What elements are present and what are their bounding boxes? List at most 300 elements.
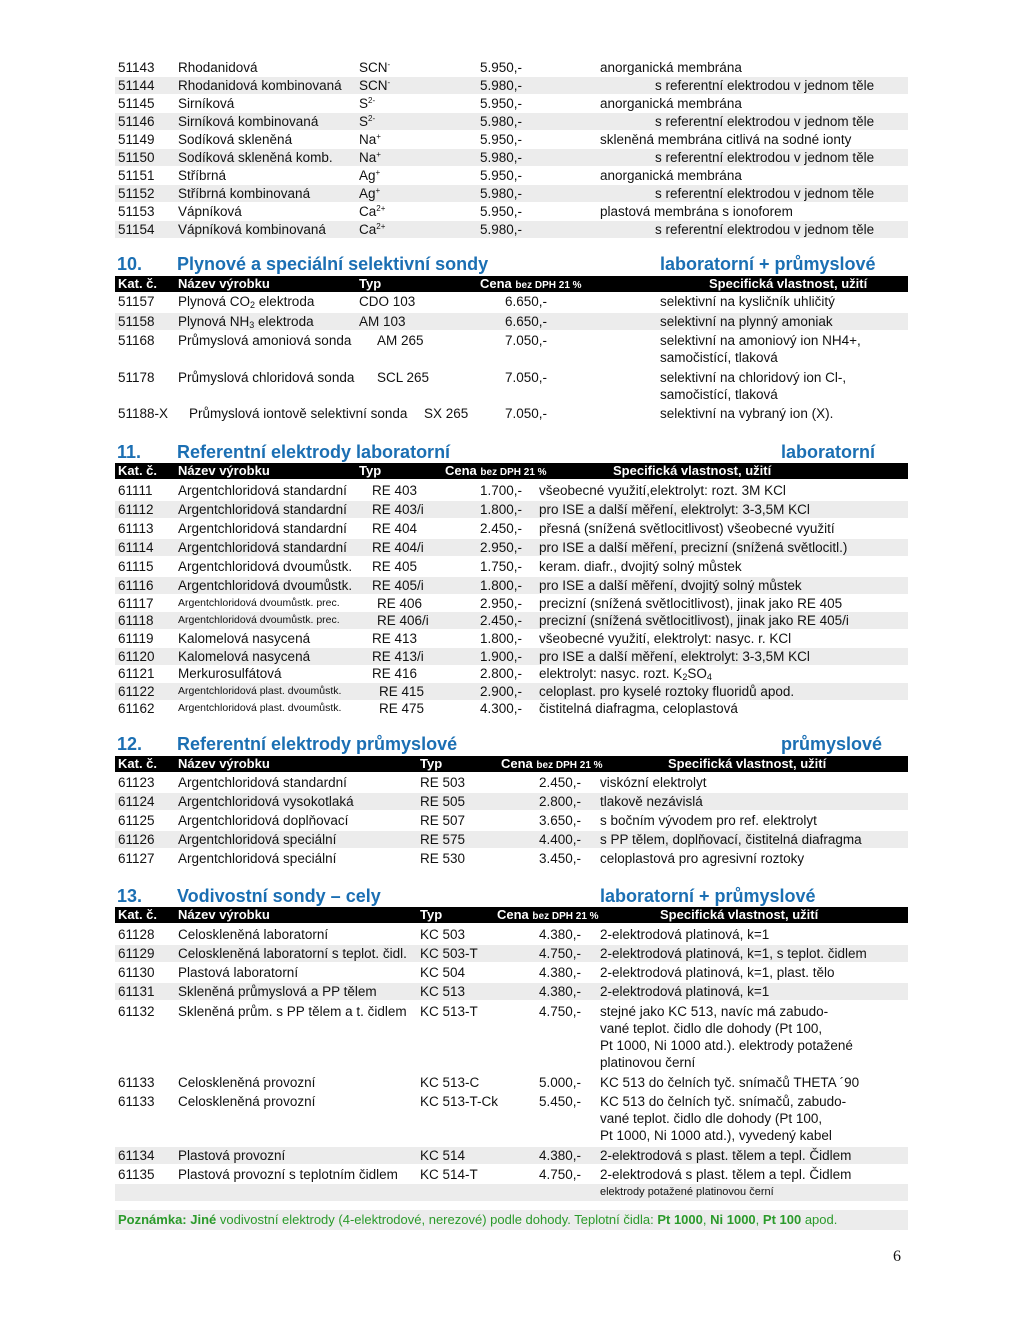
cat-number: 51153 bbox=[118, 204, 155, 219]
section-title: Vodivostní sondy – cely bbox=[177, 886, 381, 906]
table-row bbox=[115, 482, 908, 499]
table-row bbox=[115, 149, 908, 166]
product-name: Sodíková skleněná bbox=[178, 132, 293, 147]
cat-number: 61119 bbox=[118, 631, 154, 646]
product-type: AM 103 bbox=[359, 314, 406, 329]
price: 4.380,- bbox=[539, 984, 582, 999]
cat-number: 61112 bbox=[118, 502, 154, 517]
description: platinovou černí bbox=[600, 1055, 696, 1070]
product-type: SX 265 bbox=[424, 406, 469, 421]
table-row bbox=[115, 520, 908, 537]
cat-number: 61124 bbox=[118, 794, 155, 809]
header-name: Název výrobku bbox=[178, 463, 270, 478]
header-name: Název výrobku bbox=[178, 276, 270, 291]
price: 3.650,- bbox=[539, 813, 582, 828]
cat-number: 61126 bbox=[118, 832, 155, 847]
description: precizní (snížená světlocitlivost), jinak jako RE 405 bbox=[539, 596, 843, 611]
note-text: Poznámka: Jiné vodivostní elektrody (4-elektrodové, nerezové) podle dohody. Teplotní čidla: Pt 1000, Ni 1000, Pt 100 apod. bbox=[118, 1212, 838, 1227]
product-name: Argentchloridová dvoumůstk. bbox=[178, 578, 353, 593]
product-type: AM 265 bbox=[377, 333, 424, 348]
product-name: Kalomelová nasycená bbox=[178, 649, 311, 664]
product-name: Vápníková kombinovaná bbox=[178, 222, 326, 237]
table-row-continuation bbox=[115, 349, 908, 366]
price: 1.800,- bbox=[480, 578, 523, 593]
header-kat: Kat. č. bbox=[118, 276, 158, 291]
description: přesná (snížená světlocitlivost) všeobecné využití bbox=[539, 521, 835, 536]
price: 7.050,- bbox=[505, 333, 548, 348]
section-title: Referentní elektrody průmyslové bbox=[177, 734, 458, 754]
product-type: $Ca^{2+}$ bbox=[359, 204, 386, 219]
price: 2.800,- bbox=[539, 794, 582, 809]
price: 2.450,- bbox=[480, 521, 523, 536]
product-type: KC 513 bbox=[420, 984, 466, 999]
product-name: Argentchloridová standardní bbox=[178, 521, 347, 536]
description: s referentní elektrodou v jednom těle bbox=[655, 78, 875, 93]
product-name: Celoskleněná provozní bbox=[178, 1094, 316, 1109]
table-row bbox=[115, 501, 908, 518]
cat-number: 51144 bbox=[118, 78, 155, 93]
product-name: Argentchloridová standardní bbox=[178, 540, 347, 555]
table-row-continuation bbox=[115, 1184, 908, 1201]
table-row bbox=[115, 1166, 908, 1183]
cat-number: 61125 bbox=[118, 813, 155, 828]
table-row bbox=[115, 612, 908, 629]
cat-number: 51188-X bbox=[118, 406, 169, 421]
section-number: 13. bbox=[117, 886, 143, 906]
description: pro ISE a další měření, elektrolyt: 3-3,5M KCl bbox=[539, 649, 810, 664]
product-type: $S^{2-}$ bbox=[359, 96, 376, 111]
cat-number: 51178 bbox=[118, 370, 155, 385]
price: 4.380,- bbox=[539, 965, 582, 980]
description: samočistící, tlaková bbox=[660, 350, 778, 365]
cat-number: 61121 bbox=[118, 666, 155, 681]
price: 5.450,- bbox=[539, 1094, 582, 1109]
product-name: Skleněná prům. s PP tělem a t. čidlem bbox=[178, 1004, 407, 1019]
price: 1.700,- bbox=[480, 483, 523, 498]
price: 1.900,- bbox=[480, 649, 523, 664]
product-name: Plastová provozní bbox=[178, 1148, 286, 1163]
product-name: Průmyslová chloridová sonda bbox=[178, 370, 355, 385]
table-row-continuation bbox=[115, 1110, 908, 1127]
product-type: RE 404 bbox=[372, 521, 418, 536]
price: 2.800,- bbox=[480, 666, 523, 681]
product-name: Sirníková bbox=[178, 96, 235, 111]
product-type: RE 415 bbox=[379, 684, 425, 699]
price: 7.050,- bbox=[505, 370, 548, 385]
cat-number: 51151 bbox=[118, 168, 155, 183]
table-row bbox=[115, 1003, 908, 1020]
section-heading bbox=[117, 734, 907, 754]
table-row bbox=[115, 774, 908, 791]
description: tlakově nezávislá bbox=[600, 794, 703, 809]
product-type: RE 575 bbox=[420, 832, 466, 847]
product-name: Argentchloridová doplňovací bbox=[178, 813, 349, 828]
price: 3.450,- bbox=[539, 851, 582, 866]
product-type: SCN- bbox=[359, 78, 391, 93]
price: 4.750,- bbox=[539, 1167, 582, 1182]
product-name: Plastová provozní s teplotním čidlem bbox=[178, 1167, 398, 1182]
header-typ: Typ bbox=[359, 276, 382, 291]
product-name: Rhodanidová bbox=[178, 60, 258, 75]
description: vané teplot. čidlo dle dohody (Pt 100, bbox=[600, 1021, 823, 1036]
product-type: Na+ bbox=[359, 150, 381, 165]
product-type: KC 514 bbox=[420, 1148, 466, 1163]
cat-number: 61122 bbox=[118, 684, 155, 699]
table-row bbox=[115, 185, 908, 202]
description: elektrolyt: nasyc. rozt. $K_2SO_4$ bbox=[539, 666, 712, 682]
product-type: KC 513-C bbox=[420, 1075, 480, 1090]
product-type: RE 530 bbox=[420, 851, 466, 866]
product-type: RE 406 bbox=[377, 596, 423, 611]
description: s referentní elektrodou v jednom těle bbox=[655, 186, 875, 201]
table-row bbox=[115, 369, 908, 386]
cat-number: 51168 bbox=[118, 333, 155, 348]
cat-number: 61162 bbox=[118, 701, 155, 716]
table-row bbox=[115, 1074, 908, 1091]
product-name: Argentchloridová plast. dvoumůstk. bbox=[178, 685, 342, 697]
cat-number: 61134 bbox=[118, 1148, 155, 1163]
price: 4.750,- bbox=[539, 1004, 582, 1019]
table-row bbox=[115, 1093, 908, 1110]
price: 5.980,- bbox=[480, 114, 523, 129]
header-name: Název výrobku bbox=[178, 907, 270, 922]
product-name: Plynová $NH_3$ elektroda bbox=[178, 314, 314, 330]
description: selektivní na chloridový ion Cl-, bbox=[660, 370, 847, 385]
table-row bbox=[115, 558, 908, 575]
description: všeobecné využití,elektrolyt: rozt. 3M KCl bbox=[539, 483, 786, 498]
product-name: Celoskleněná provozní bbox=[178, 1075, 316, 1090]
product-name: Průmyslová amoniová sonda bbox=[178, 333, 352, 348]
price: 4.750,- bbox=[539, 946, 582, 961]
table-row bbox=[115, 539, 908, 556]
description: s bočním vývodem pro ref. elektrolyt bbox=[600, 813, 817, 828]
table-row bbox=[115, 964, 908, 981]
product-type: KC 503 bbox=[420, 927, 466, 942]
description: Pt 1000, Ni 1000 atd.), vyvedený kabel bbox=[600, 1128, 832, 1143]
header-kat: Kat. č. bbox=[118, 463, 158, 478]
header-typ: Typ bbox=[359, 463, 382, 478]
product-type: KC 513-T-Ck bbox=[420, 1094, 499, 1109]
cat-number: 51146 bbox=[118, 114, 155, 129]
cat-number: 61113 bbox=[118, 521, 154, 536]
description: 2-elektrodová platinová, k=1 bbox=[600, 927, 770, 942]
table-row-continuation bbox=[115, 1037, 908, 1054]
table-row bbox=[115, 926, 908, 943]
description: 2-elektrodová platinová, k=1 bbox=[600, 984, 770, 999]
cat-number: 61118 bbox=[118, 613, 154, 628]
product-type: RE 413/i bbox=[372, 649, 424, 664]
note bbox=[115, 1210, 908, 1230]
description: stejné jako KC 513, navíc má zabudo- bbox=[600, 1004, 829, 1019]
cat-number: 61114 bbox=[118, 540, 154, 555]
cat-number: 51157 bbox=[118, 294, 155, 309]
cat-number: 61116 bbox=[118, 578, 154, 593]
price: 5.950,- bbox=[480, 96, 523, 111]
cat-number: 61123 bbox=[118, 775, 155, 790]
product-type: $Ca^{2+}$ bbox=[359, 222, 386, 237]
description: selektivní na amoniový ion NH4+, bbox=[660, 333, 861, 348]
price: 1.800,- bbox=[480, 502, 523, 517]
table-row bbox=[115, 850, 908, 867]
product-type: RE 413 bbox=[372, 631, 418, 646]
description: skleněná membrána citlivá na sodné ionty bbox=[600, 132, 852, 147]
description: všeobecné využití, elektrolyt: nasyc. r. KCl bbox=[539, 631, 792, 646]
description: pro ISE a další měření, elektrolyt: 3-3,5M KCl bbox=[539, 502, 810, 517]
table-row-continuation bbox=[115, 1020, 908, 1037]
table-row bbox=[115, 983, 908, 1000]
product-type: RE 405/i bbox=[372, 578, 424, 593]
description: anorganická membrána bbox=[600, 168, 742, 183]
product-name: Argentchloridová dvoumůstk. prec. bbox=[178, 597, 340, 609]
description: vané teplot. čidlo dle dohody (Pt 100, bbox=[600, 1111, 823, 1126]
cat-number: 61120 bbox=[118, 649, 155, 664]
table-row bbox=[115, 700, 908, 717]
price: 2.950,- bbox=[480, 596, 523, 611]
product-name: Argentchloridová dvoumůstk. bbox=[178, 559, 353, 574]
table-row-continuation bbox=[115, 1127, 908, 1144]
section-number: 11. bbox=[117, 442, 142, 462]
section-tag: průmyslové bbox=[781, 734, 883, 754]
product-type: RE 505 bbox=[420, 794, 466, 809]
table-row bbox=[115, 683, 908, 700]
table-header bbox=[115, 463, 908, 479]
cat-number: 61130 bbox=[118, 965, 155, 980]
description: selektivní na vybraný ion (X). bbox=[660, 406, 834, 421]
table-row bbox=[115, 648, 908, 665]
product-name: Argentchloridová standardní bbox=[178, 775, 347, 790]
description: 2-elektrodová s plast. tělem a tepl. Čidlem bbox=[600, 1167, 852, 1182]
section-tag: laboratorní + průmyslové bbox=[600, 886, 816, 906]
section-heading bbox=[117, 254, 907, 274]
header-cena: Cena bez DPH 21 % bbox=[501, 756, 603, 771]
price: 5.980,- bbox=[480, 222, 523, 237]
cat-number: 51152 bbox=[118, 186, 155, 201]
header-desc: Specifická vlastnost, užití bbox=[613, 463, 772, 478]
table-row bbox=[115, 1147, 908, 1164]
table-row bbox=[115, 167, 908, 184]
price: 4.400,- bbox=[539, 832, 582, 847]
product-type: RE 503 bbox=[420, 775, 466, 790]
description: pro ISE a další měření, precizní (snížená světlocitl.) bbox=[539, 540, 848, 555]
table-row bbox=[115, 293, 908, 310]
product-name: Kalomelová nasycená bbox=[178, 631, 311, 646]
section-title: Referentní elektrody laboratorní bbox=[177, 442, 451, 462]
product-name: Sirníková kombinovaná bbox=[178, 114, 319, 129]
product-type: KC 513-T bbox=[420, 1004, 478, 1019]
product-type: CDO 103 bbox=[359, 294, 416, 309]
description: elektrody potažené platinovou černí bbox=[600, 1186, 774, 1198]
table-row bbox=[115, 77, 908, 94]
price: 4.380,- bbox=[539, 927, 582, 942]
product-name: Argentchloridová vysokotlaká bbox=[178, 794, 354, 809]
product-name: Vápníková bbox=[178, 204, 242, 219]
product-name: Celoskleněná laboratorní s teplot. čidl. bbox=[178, 946, 407, 961]
page-number: 6 bbox=[893, 1248, 901, 1265]
price: 4.380,- bbox=[539, 1148, 582, 1163]
price: 4.300,- bbox=[480, 701, 523, 716]
section-title: Plynové a speciální selektivní sondy bbox=[177, 254, 489, 274]
header-desc: Specifická vlastnost, užití bbox=[709, 276, 868, 291]
description: samočistící, tlaková bbox=[660, 387, 778, 402]
product-type: RE 403 bbox=[372, 483, 418, 498]
description: anorganická membrána bbox=[600, 96, 742, 111]
price: 5.000,- bbox=[539, 1075, 582, 1090]
table-row bbox=[115, 945, 908, 962]
section-number: 10. bbox=[117, 254, 143, 274]
cat-number: 61115 bbox=[118, 559, 154, 574]
product-name: Merkurosulfátová bbox=[178, 666, 282, 681]
description: pro ISE a další měření, dvojitý solný můstek bbox=[539, 578, 802, 593]
description: plastová membrána s ionoforem bbox=[600, 204, 793, 219]
header-kat: Kat. č. bbox=[118, 756, 158, 771]
cat-number: 51149 bbox=[118, 132, 155, 147]
header-cena: Cena bez DPH 21 % bbox=[480, 276, 582, 291]
price: 2.450,- bbox=[539, 775, 582, 790]
description: precizní (snížená světlocitlivost), jinak jako RE 405/i bbox=[539, 613, 849, 628]
price: 5.950,- bbox=[480, 168, 523, 183]
product-type: RE 404/i bbox=[372, 540, 424, 555]
description: 2-elektrodová platinová, k=1, plast. tělo bbox=[600, 965, 835, 980]
price: 5.950,- bbox=[480, 132, 523, 147]
table-row bbox=[115, 59, 908, 76]
section-heading bbox=[117, 886, 907, 906]
price: 2.450,- bbox=[480, 613, 523, 628]
header-cena: Cena bez DPH 21 % bbox=[445, 463, 547, 478]
table-row bbox=[115, 665, 908, 682]
description: čistitelná diafragma, celoplastová bbox=[539, 701, 738, 716]
section-number: 12. bbox=[117, 734, 143, 754]
section-tag: laboratorní + průmyslové bbox=[660, 254, 876, 274]
product-type: SCL 265 bbox=[377, 370, 430, 385]
cat-number: 51154 bbox=[118, 222, 155, 237]
description: s referentní elektrodou v jednom těle bbox=[655, 114, 875, 129]
product-name: Sodíková skleněná komb. bbox=[178, 150, 333, 165]
description: viskózní elektrolyt bbox=[600, 775, 707, 790]
price: 5.980,- bbox=[480, 186, 523, 201]
price: 1.800,- bbox=[480, 631, 523, 646]
table-header bbox=[115, 907, 908, 923]
price: 5.980,- bbox=[480, 78, 523, 93]
cat-number: 51150 bbox=[118, 150, 155, 165]
product-type: KC 503-T bbox=[420, 946, 478, 961]
table-row bbox=[115, 131, 908, 148]
product-name: Stříbrná bbox=[178, 168, 227, 183]
header-typ: Typ bbox=[420, 756, 443, 771]
product-name: Stříbrná kombinovaná bbox=[178, 186, 311, 201]
cat-number: 61133 bbox=[118, 1094, 155, 1109]
description: KC 513 do čelních tyč. snímačů THETA ´90 bbox=[600, 1075, 860, 1090]
table-row bbox=[115, 630, 908, 647]
table-row bbox=[115, 203, 908, 220]
product-type: RE 406/i bbox=[377, 613, 429, 628]
product-name: Argentchloridová dvoumůstk. prec. bbox=[178, 614, 340, 626]
description: Pt 1000, Ni 1000 atd.). elektrody potažené bbox=[600, 1038, 853, 1053]
product-name: Argentchloridová speciální bbox=[178, 851, 337, 866]
description: celoplast. pro kyselé roztoky fluoridů apod. bbox=[539, 684, 795, 699]
table-row bbox=[115, 831, 908, 848]
table-row bbox=[115, 405, 908, 422]
price: 7.050,- bbox=[505, 406, 548, 421]
description: keram. diafr., dvojitý solný můstek bbox=[539, 559, 742, 574]
description: 2-elektrodová platinová, k=1, s teplot. čidlem bbox=[600, 946, 867, 961]
price: 2.900,- bbox=[480, 684, 523, 699]
description: selektivní na kysličník uhličitý bbox=[660, 294, 835, 309]
table-row-continuation bbox=[115, 386, 908, 403]
cat-number: 61111 bbox=[118, 483, 153, 498]
table-row bbox=[115, 793, 908, 810]
product-type: KC 504 bbox=[420, 965, 466, 980]
section-heading bbox=[117, 442, 907, 462]
table-row bbox=[115, 332, 908, 349]
table-row bbox=[115, 577, 908, 594]
table-row bbox=[115, 113, 908, 130]
header-kat: Kat. č. bbox=[118, 907, 158, 922]
price: 5.950,- bbox=[480, 204, 523, 219]
cat-number: 51145 bbox=[118, 96, 155, 111]
product-type: Ag+ bbox=[359, 168, 381, 183]
price: 6.650,- bbox=[505, 314, 548, 329]
product-type: Ag+ bbox=[359, 186, 381, 201]
product-name: Argentchloridová plast. dvoumůstk. bbox=[178, 702, 342, 714]
description: KC 513 do čelních tyč. snímačů, zabudo- bbox=[600, 1094, 847, 1109]
product-type: Na+ bbox=[359, 132, 381, 147]
cat-number: 51158 bbox=[118, 314, 155, 329]
product-type: RE 403/i bbox=[372, 502, 424, 517]
cat-number: 61129 bbox=[118, 946, 155, 961]
cat-number: 61135 bbox=[118, 1167, 155, 1182]
product-type: SCN- bbox=[359, 60, 391, 75]
cat-number: 61132 bbox=[118, 1004, 155, 1019]
product-name: Rhodanidová kombinovaná bbox=[178, 78, 342, 93]
product-name: Plynová $CO_2$ elektroda bbox=[178, 294, 315, 310]
table-row bbox=[115, 95, 908, 112]
product-type: KC 514-T bbox=[420, 1167, 478, 1182]
header-cena: Cena bez DPH 21 % bbox=[497, 907, 599, 922]
description: anorganická membrána bbox=[600, 60, 742, 75]
description: s referentní elektrodou v jednom těle bbox=[655, 222, 875, 237]
price: 1.750,- bbox=[480, 559, 523, 574]
product-name: Průmyslová iontově selektivní sonda bbox=[189, 406, 408, 421]
cat-number: 61127 bbox=[118, 851, 155, 866]
product-type: RE 416 bbox=[372, 666, 418, 681]
price: 2.950,- bbox=[480, 540, 523, 555]
product-name: Argentchloridová standardní bbox=[178, 483, 347, 498]
product-name: Argentchloridová speciální bbox=[178, 832, 337, 847]
table-row bbox=[115, 595, 908, 612]
product-type: RE 475 bbox=[379, 701, 425, 716]
header-name: Název výrobku bbox=[178, 756, 270, 771]
product-type: RE 405 bbox=[372, 559, 418, 574]
table-header bbox=[115, 756, 908, 772]
cat-number: 61131 bbox=[118, 984, 155, 999]
cat-number: 61133 bbox=[118, 1075, 155, 1090]
product-name: Argentchloridová standardní bbox=[178, 502, 347, 517]
section-tag: laboratorní bbox=[781, 442, 876, 462]
description: celoplastová pro agresivní roztoky bbox=[600, 851, 805, 866]
product-name: Celoskleněná laboratorní bbox=[178, 927, 329, 942]
header-desc: Specifická vlastnost, užití bbox=[668, 756, 827, 771]
cat-number: 51143 bbox=[118, 60, 155, 75]
product-type: RE 507 bbox=[420, 813, 466, 828]
table-row bbox=[115, 313, 908, 330]
description: s PP tělem, doplňovací, čistitelná diafragma bbox=[600, 832, 862, 847]
table-row-continuation bbox=[115, 1054, 908, 1071]
price: 5.980,- bbox=[480, 150, 523, 165]
header-desc: Specifická vlastnost, užití bbox=[660, 907, 819, 922]
price: 5.950,- bbox=[480, 60, 523, 75]
description: 2-elektrodová s plast. tělem a tepl. Čidlem bbox=[600, 1148, 852, 1163]
description: s referentní elektrodou v jednom těle bbox=[655, 150, 875, 165]
